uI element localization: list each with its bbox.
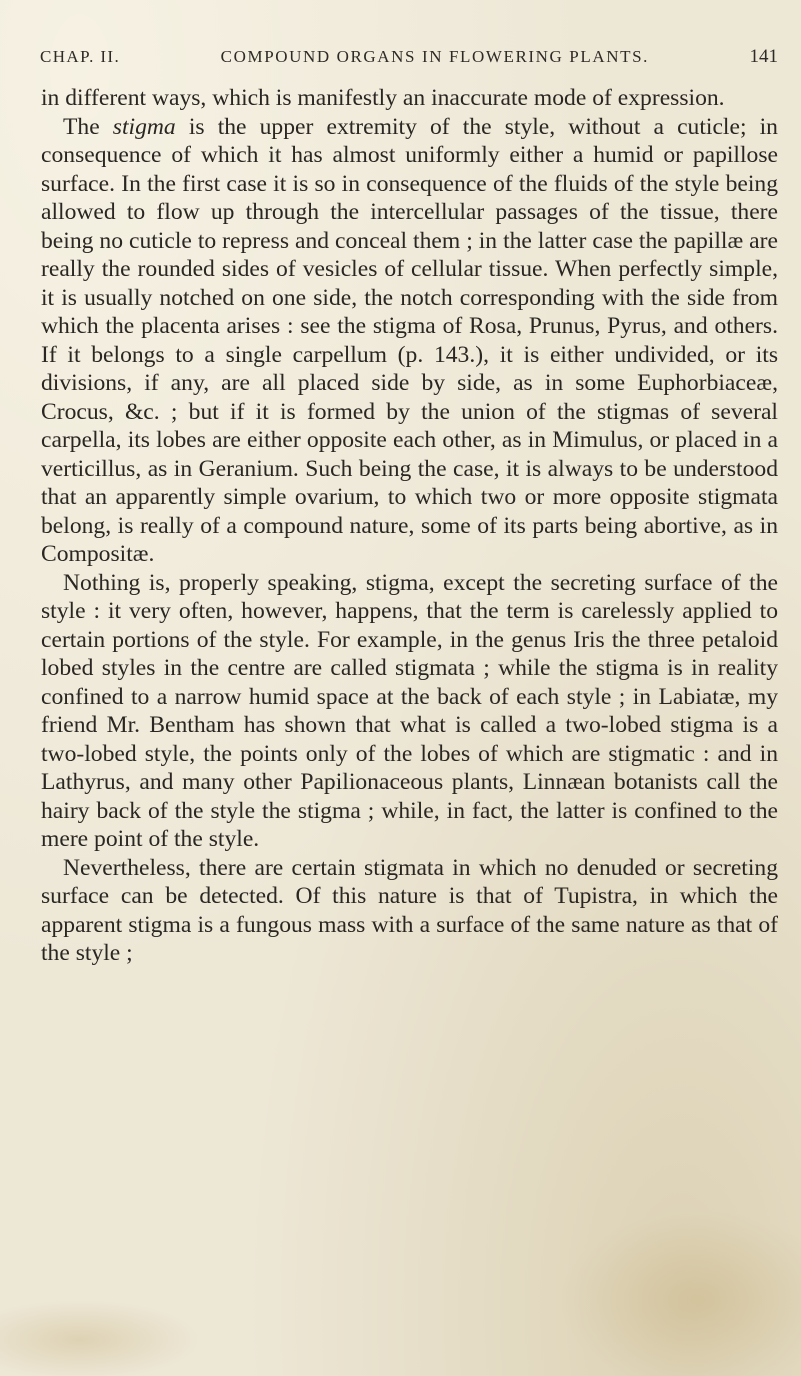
paragraph-text: in different ways, which is manifestly an inaccurate mode of expression.: [41, 85, 725, 111]
paragraph-text: Nothing is, properly speaking, stigma, except the secreting surface of the style : it very often, however, happens, that the term is carelessly applied to certain portions of the style. For example, in the genus Iris the three petaloid lobed styles in the centre are called stigmata ; while the stigma is in reality confined to a narrow humid space at the back of each style ; in Labiatæ, my friend Mr. Bentham has shown that what is called a two-lobed stigma is a two-lobed style, the points only of the lobes of which are stigmatic : and in Lathyrus, and many other Papilionaceous plants, Linnæan botanists call the hairy back of the style the stigma ; while, in fact, the latter is confined to the mere point of the style.: [41, 569, 778, 852]
paragraph-text: Nevertheless, there are certain stigmata in which no denuded or secreting surface can be detected. Of this nature is that of Tupistra, in which the apparent stigma is a fungous mass with a surface of the same nature as that of the style ;: [41, 854, 778, 966]
page-number: 141: [749, 46, 778, 67]
chapter-label: CHAP. II.: [40, 47, 121, 66]
running-title: COMPOUND ORGANS IN FLOWERING PLANTS.: [220, 47, 649, 66]
paragraph-secreting-surface: [41, 569, 778, 854]
paragraph-lead: The: [63, 113, 113, 140]
running-head: [40, 46, 778, 68]
emphasized-term: stigma: [112, 113, 176, 140]
paragraph-text: is the upper extremity of the style, without a cuticle; in consequence of which it has almost uniformly either a humid or papillose surface. In the first case it is so in consequence of the fluids of the style being allowed to flow up through the intercellular passages of the tissue, there being no cuticle to repress and conceal them ; in the latter case the papillæ are really the rounded sides of vesicles of cellular tissue. When perfectly simple, it is usually notched on one side, the notch corresponding with the side from which the placenta arises : see the stigma of Rosa, Prunus, Pyrus, and others. If it belongs to a single carpellum (p. 143.), it is either undivided, or its divisions, if any, are all placed side by side, as in some Euphorbiaceæ, Crocus, &c. ; but if it is formed by the union of the stigmas of several carpella, its lobes are either opposite each other, as in Mimulus, or placed in a verticillus, as in Geranium. Such being the case, it is always to be understood that an apparently simple ovarium, to which two or more opposite stigmata belong, is really of a compound nature, some of its parts being abortive, as in Compositæ.: [41, 113, 778, 567]
paragraph-continuation: [41, 84, 778, 113]
paragraph-stigma-definition: [41, 113, 778, 569]
body-text: [41, 84, 778, 968]
paragraph-tupistra: [41, 854, 778, 968]
